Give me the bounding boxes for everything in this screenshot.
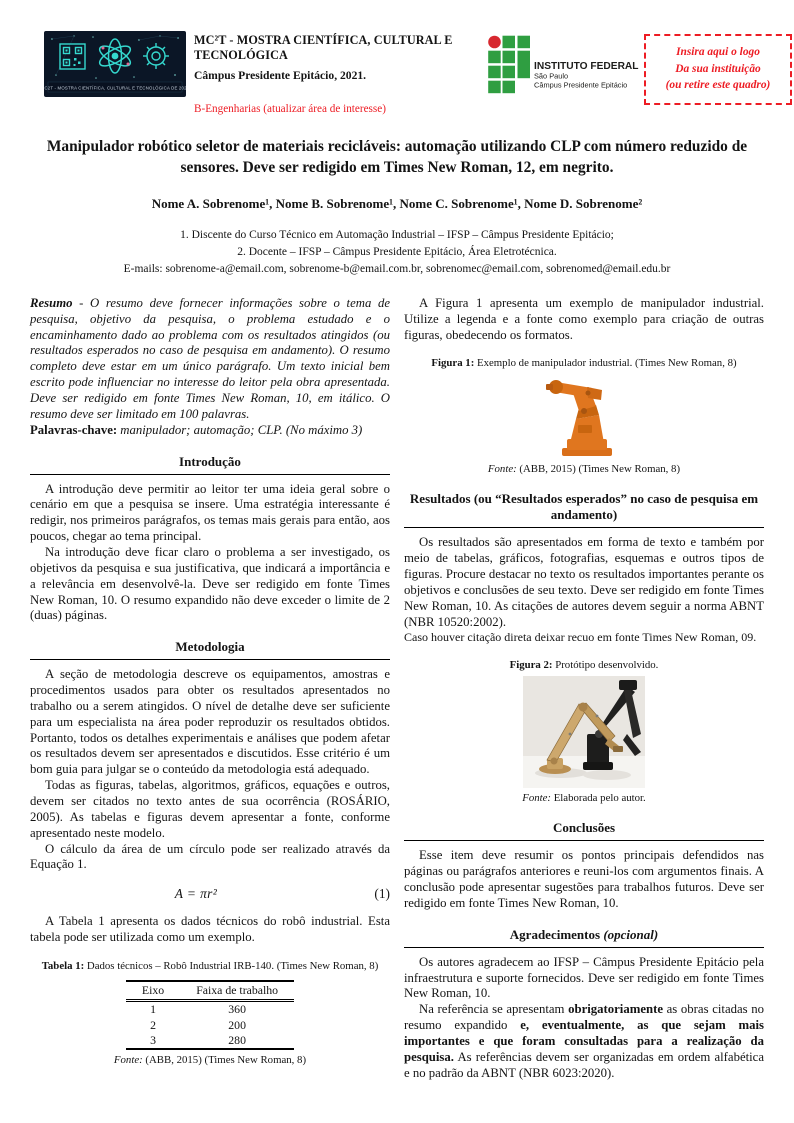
industrial-robot-image — [532, 375, 636, 459]
text-segment: obrigatoriamente — [568, 1002, 663, 1017]
figure-1-fonte-text: (ABB, 2015) (Times New Roman, 8) — [516, 462, 681, 475]
header-event-block — [194, 31, 486, 115]
affiliations-block — [0, 227, 794, 279]
left-column — [30, 296, 390, 1082]
section-heading-conclusoes: Conclusões — [404, 820, 764, 841]
mc2t-banner-caption: MC2T - MOSTRA CIENTÍFICA, CULTURAL E TECNOLÓGICA DE 2021 — [44, 85, 186, 91]
table-cell: 3 — [150, 1033, 156, 1048]
figure-1-fonte-label: Fonte: — [487, 462, 517, 475]
text-segment: Agradecimentos — [509, 926, 604, 942]
figure-2-block — [404, 658, 764, 805]
introducao-paragraph-2: Na introdução deve ficar claro o problema a ser investigado, os objetivos da pesquisa e sua justificativa, que indicará a importância e a relevância em desenvolvê-la. Deve ser redigido em fonte Times New Roman, 10. O resumo expandido não deve exceder o limite de 2 (duas) páginas. — [30, 544, 390, 623]
section-heading-resultados: Resultados (ou “Resultados esperados” no caso de pesquisa em andamento) — [404, 491, 764, 529]
mc2t-logo — [44, 31, 186, 102]
agradecimentos-paragraph-1: Os autores agradecem ao IFSP – Câmpus Presidente Epitácio pela infraestrutura e suporte fornecidos. Deve ser redigido em fonte Times New Roman, 10. — [404, 954, 764, 1001]
placeholder-line: Da sua instituição — [675, 62, 761, 75]
text-segment: (opcional) — [603, 926, 659, 942]
data-table — [126, 980, 294, 1051]
table-1-fonte-text: (ABB, 2015) (Times New Roman, 8) — [142, 1054, 307, 1067]
abstract-text: - O resumo deve fornecer informações sobre o tema de pesquisa, objetivo da pesquisa, o problema estudado e o encaminhamento dado ao problema com os resultados atingidos (ou resultados esperados no caso de pesquisa em andamento). O resumo completo deve estar em um único parágrafo. Um texto inicial bem escrito pode influenciar no interesse do leitor pela obra apresentada. Deve ser redigido em fonte Times New Roman, 10, em itálico. O resumo deve ser limitado em 100 palavras. — [30, 295, 390, 421]
table-1-caption-text: Dados técnicos – Robô Industrial IRB-140. (Times New Roman, 8) — [84, 959, 379, 972]
table-1-block — [30, 959, 390, 1068]
ifsp-logo — [486, 34, 644, 99]
text-segment: As referências devem ser organizadas em ordem alfabética e no padrão da ABNT (NBR 6023:2020). — [404, 1049, 764, 1080]
text-segment: Na referência se apresentam — [419, 1002, 569, 1017]
mc2t-banner-image — [44, 31, 186, 97]
equation-number: (1) — [374, 886, 390, 902]
right-column — [404, 296, 764, 1082]
area-line: B-Engenharias (atualizar área de interesse) — [194, 103, 386, 115]
placeholder-line: (ou retire este quadro) — [665, 79, 771, 92]
section-heading-introducao: Introdução — [30, 454, 390, 475]
keywords-text: manipulador; automação; CLP. (No máximo 3) — [117, 422, 363, 437]
text-segment: as obras citadas no resumo expandido — [404, 1002, 764, 1033]
equation-1 — [30, 886, 390, 903]
direct-quote-paragraph: Caso houver citação direta deixar recuo em fonte Times New Roman, 09. — [404, 630, 757, 645]
section-heading-metodologia: Metodologia — [30, 639, 390, 660]
table-1-caption-label: Tabela 1: — [41, 959, 85, 972]
metodologia-paragraph-2: Todas as figuras, tabelas, algoritmos, gráficos, equações e outros, devem ser citados no texto antes de sua ocorrência (ROSÁRIO, 2005). As tabelas e figuras devem apresentar a fonte, conforme apresentado neste modelo. — [30, 778, 390, 840]
introducao-paragraph-1: A introdução deve permitir ao leitor ter uma ideia geral sobre o cenário em que a pesquisa se insere. Uma estratégia interessante é redigir, nos primeiros parágrafos, os temas mais gerais para então, aos poucos, chegar ao tema principal. — [30, 481, 390, 544]
table-cell: 2 — [150, 1017, 156, 1032]
ifsp-logo-image — [486, 34, 644, 94]
figure-2-caption-label: Figura 2: — [509, 659, 553, 672]
table-header-faixa: Faixa de trabalho — [180, 981, 294, 1001]
body-columns — [30, 296, 764, 1082]
paper-title: Manipulador robótico seletor de materiais recicláveis: automação utilizando CLP com número reduzido de sensores. Deve ser redigido em Times New Roman, 12, em negrito. — [46, 138, 748, 177]
table-cell: 200 — [228, 1017, 246, 1032]
abstract-label: Resumo — [30, 295, 73, 310]
table-row — [126, 1018, 294, 1033]
metodologia-paragraph-3: O cálculo da área de um círculo pode ser realizado através da Equação 1. — [30, 841, 390, 872]
authors-line: Nome A. Sobrenome¹, Nome B. Sobrenome¹, Nome C. Sobrenome¹, Nome D. Sobrenome² — [151, 195, 643, 211]
event-subtitle: Câmpus Presidente Epitácio, 2021. — [194, 69, 367, 82]
emails-line: E-mails: sobrenome-a@email.com, sobrenome-b@email.com.br, sobrenomec@email.com, sobrenomed@email.edu.br — [123, 263, 671, 276]
figure-1-caption — [406, 356, 762, 370]
page-header — [0, 0, 794, 115]
abstract-paragraph — [30, 296, 390, 423]
affiliation-item: 1. Discente do Curso Técnico em Automação Industrial – IFSP – Câmpus Presidente Epitácio; — [180, 228, 614, 241]
figure-2-fonte-label: Fonte: — [522, 792, 552, 805]
figure-1-caption-text: Exemplo de manipulador industrial. (Times New Roman, 8) — [474, 357, 737, 370]
event-title: MC²T - MOSTRA CIENTÍFICA, CULTURAL E TECNOLÓGICA — [194, 33, 453, 62]
table-cell: 360 — [228, 1002, 246, 1017]
metodologia-paragraph-1: A seção de metodologia descreve os equipamentos, amostras e procedimentos usados para obter os resultados apresentados no trabalho ou a serem atingidos. O nível de detalhe deve ser suficiente para um especialista na área poder reproduzir os resultados obtidos. Portanto, todos os detalhes experimentais e análises que podem afetar os resultados devem ser apresentados e discutidos. Esse critério é um bom guia para julgar se o conteúdo da metodologia está adequado. — [30, 667, 390, 777]
ifsp-campus: Câmpus Presidente Epitácio — [534, 80, 628, 90]
figure-2-fonte — [404, 791, 764, 805]
table-header-eixo: Eixo — [126, 981, 180, 1001]
equation-formula: A = πr² — [174, 886, 218, 902]
figure-2-caption-text: Protótipo desenvolvido. — [552, 659, 659, 672]
figure-2-fonte-text: Elaborada pelo autor. — [551, 792, 646, 805]
placeholder-line: Insira aqui o logo — [676, 46, 760, 58]
table-row — [126, 1033, 294, 1049]
ifsp-name: INSTITUTO FEDERAL — [534, 61, 639, 72]
figure-1-caption-label: Figura 1: — [431, 357, 475, 370]
metodologia-paragraph-4: A Tabela 1 apresenta os dados técnicos do robô industrial. Esta tabela pode ser utilizada como um exemplo. — [30, 914, 390, 944]
text-segment: e, eventualmente, as que sejam mais importantes e que foram consultadas para a realização da pesquisa. — [404, 1018, 764, 1064]
table-cell: 280 — [228, 1033, 246, 1048]
conclusoes-paragraph-1: Esse item deve resumir os pontos principais defendidos nas páginas ou parágrafos anteriores e reuni-los com argumentos finais. A conclusão pode apresentar sugestões para trabalhos futuros. Deve ser redigido em fonte Times New Roman, 10. — [404, 848, 764, 910]
table-1-fonte — [30, 1053, 390, 1067]
figura1-intro-paragraph: A Figura 1 apresenta um exemplo de manipulador industrial. Utilize a legenda e a fonte como exemplo para criação de outras figuras, obedecendo os formatos. — [404, 295, 764, 342]
resultados-paragraph-1: Os resultados são apresentados em forma de texto e também por meio de tabelas, gráficos, fotografias, esquemas e outros tipos de figuras. Procure destacar no texto os resultados importantes perante os objetivos e conclusões de seu texto. Deve ser redigido em fonte Times New Roman, 10. As citações de autores devem seguir a norma ABNT (NBR 10520:2002). — [404, 535, 764, 629]
figure-1-fonte — [404, 462, 764, 476]
ifsp-state: São Paulo — [534, 71, 569, 81]
table-1-fonte-label: Fonte: — [113, 1054, 143, 1067]
agradecimentos-paragraph-2 — [404, 1002, 764, 1081]
if-squares-icon — [488, 36, 530, 93]
figure-1-block — [404, 356, 764, 475]
section-heading-agradecimentos — [404, 927, 764, 948]
table-1-caption — [32, 959, 388, 973]
keywords-line — [30, 423, 390, 439]
prototype-photo-image — [523, 676, 645, 788]
figure-2-caption — [406, 658, 762, 672]
keywords-label: Palavras-chave: — [30, 422, 118, 437]
table-cell: 1 — [150, 1002, 156, 1017]
affiliation-item: 2. Docente – IFSP – Câmpus Presidente Epitácio, Área Eletrotécnica. — [237, 245, 557, 258]
table-row — [126, 1001, 294, 1018]
logo-placeholder-box — [644, 34, 792, 105]
